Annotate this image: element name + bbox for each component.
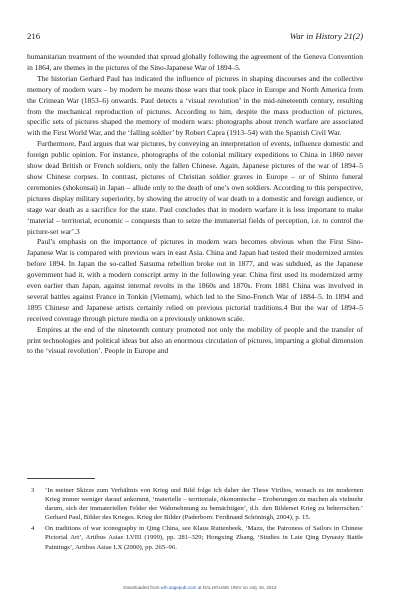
- footnote-number: 3: [31, 487, 35, 494]
- footnote-4: [27, 524, 363, 551]
- running-header: [27, 31, 363, 43]
- footnote-divider: [27, 478, 95, 479]
- footnote-3: [27, 486, 363, 522]
- paragraph-continued: humanitarian treatment of the wounded that spread globally following the agreement of the Geneva Convention in 1864, are themes in the pictures of the Sino-Japanese War of 1894–5.: [27, 52, 363, 72]
- footnote-text: On traditions of war iconography in Qing China, see Klaus Ruitenbeek, ‘Mazu, the Patroness of Sailors in Chinese Pictorial Art’, Artibus Asiae LVIII (1999), pp. 281–329; Hongxing Zhang, ‘Studies in Late Qing Dynasty Battle Paintings’, Artibus Asiae LX (2000), pp. 265–96.: [45, 525, 363, 551]
- download-suffix: at DALHOUSIE UNIV on July 16, 2014: [196, 585, 277, 590]
- download-prefix: Downloaded from: [123, 585, 161, 590]
- paragraph-empires: Empires at the end of the nineteenth century promoted not only the mobility of people and the transfer of print technologies and political ideas but also an enormous circulation of pictures, imparting a global dimension to the ‘visual revolution’. People in Europe and: [27, 324, 363, 356]
- download-notice: [0, 585, 400, 590]
- footnote-number: 4: [31, 525, 35, 533]
- main-text: [27, 52, 363, 357]
- footnote-text: ‘In meiner Skizze zum Verhältnis von Krieg und Bild folge ich daher der These Virilios, wonach es im modernen Krieg immer weniger darauf ankommt, ‘materielle – territoriale, ökonomische – Eroberungen zu machen als vielmehr darum, sich der immateriellen Felder der Wahrnehmung zu bemächtigen’, d.h. den Bilderset Krieg zu beherrschen.’ Gerhard Paul, Bilder des Krieges. Krieg der Bilder (Paderborn: Ferdinand Schöningh, 2004), p. 15.: [45, 487, 363, 522]
- download-link[interactable]: wih.sagepub.com: [160, 585, 197, 590]
- paragraph-gerhard-paul: The historian Gerhard Paul has indicated the influence of pictures in shaping discourses and the collective memory of modern wars – by modern he means those wars that took place in Europe and North America from the Crimean War (1853–6) onwards. Paul detects a ‘visual revolution’ in the mid-nineteenth century, resulting from the mechanical reproduction of pictures. According to him, despite the mass production of pictures, specific sets of pictures shaped the memory of modern wars: photographs about trench warfare are associated with the First World War, and the ‘falling soldier’ by Robert Capra (1913–54) with the Spanish Civil War.: [27, 73, 363, 138]
- page-number: 216: [27, 31, 41, 41]
- paragraph-public-opinion: Furthermore, Paul argues that war pictures, by conveying an interpretation of events, influence domestic and foreign public opinion. For instance, photographs of the colonial military expeditions to China in 1860 never show dead British or French soldiers, only the fallen Chinese. Again, Japanese pictures of the war of 1894–5 show Chinese corpses. In contrast, pictures of Christian soldier graves in Europe – or of Shinto funeral ceremonies (shokonsai) in Japan – allude only to the death of one’s own soldiers. According to this perspective, pictures display military superiority, by showing the atrocity of war death to a domestic and foreign audience, or stage war death as a sacrifice for the state. Paul concludes that in modern warfare it is less important to make ‘material – territorial, economic – conquests than to seize the immaterial fields of perception, i.e. to control the picture-set war’.3: [27, 139, 363, 236]
- journal-title: War in History 21(2): [289, 31, 363, 41]
- paragraph-east-asia-wars: Paul’s emphasis on the importance of pictures in modern wars becomes obvious when the First Sino-Japanese War is compared with previous wars in east Asia. China and Japan had tested their modernized armies before 1894. In Japan the so-called Satsuma rebellion broke out in 1877, and was subdued, as the Japanese government had it, with a modern conscript army in the following year. China first used its modernized army even earlier than Japan, against internal revolts in the 1860s and 1870s. From 1881 China was involved in several battles against France in Tonkin (Vietnam), which led to the Sino-French War of 1884–5. In 1894 and 1895 Chinese and Japanese artists certainly relied on previous pictorial traditions.4 But the war of 1894–5 received coverage through picture media on a previously unknown scale.: [27, 237, 363, 323]
- footnotes: [27, 486, 363, 554]
